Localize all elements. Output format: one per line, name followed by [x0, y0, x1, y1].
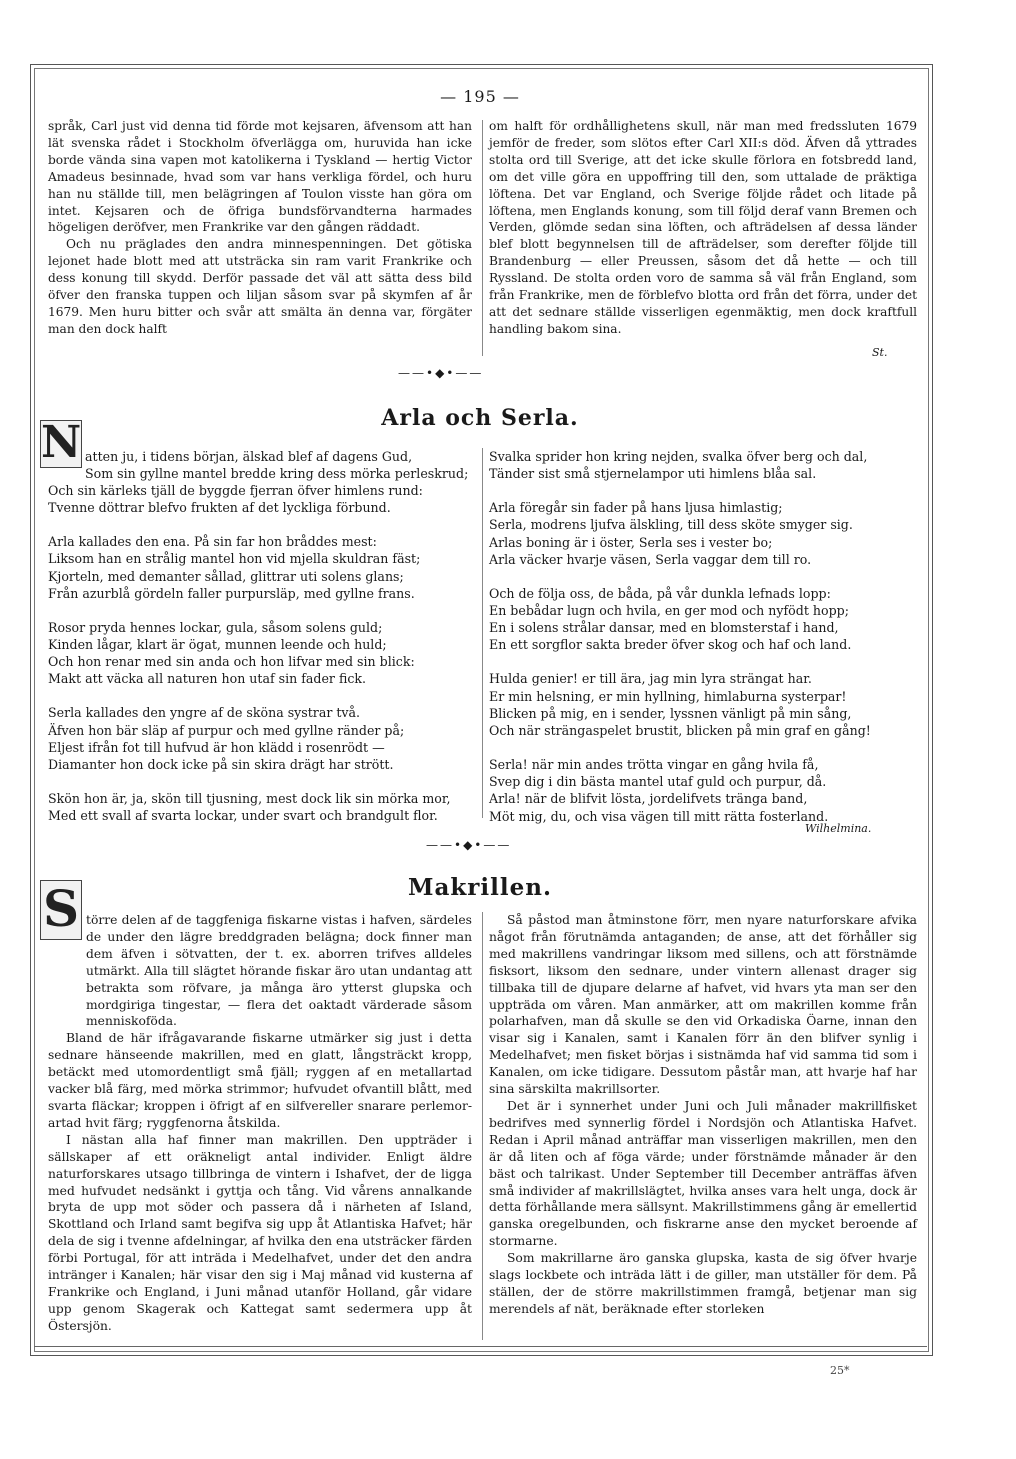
poem-line: Kinden lågar, klart är ögat, munnen leende och huld;: [48, 637, 387, 653]
article-paragraph: törre delen af de taggfeniga fiskarne vistas i hafven, särdeles de under den lägre breddgraden belägna; dock finner man dem äfven i sötvatten, der t. ex. aborren trifves alldeles utmärkt. Alla till slägtet hörande fiskar äro utan undantag att betrakta som röfvare, ja många äro ytterst glupska och mordgiriga tingestar, — flera det oaktadt värderade såsom menniskoföda.: [86, 913, 472, 1029]
poem-line: Arlas boning är i öster, Serla ses i vester bo;: [489, 534, 773, 550]
column-divider: [482, 448, 483, 818]
poem-stanza: [48, 790, 451, 824]
article-paragraph: Som makrillarne äro ganska glupska, kasta de sig öfver hvarje slags lockbete och inträda lätt i de giller, man utställer för dem. På ställen, der de större makrillstimmen framgå, betjenar man sig merendels af nät, beräknade efter storleken: [489, 1251, 917, 1316]
article-paragraph: Bland de här ifrågavarande fiskarne utmärker sig just i detta sednare hänseende makrillen, med en glatt, långsträckt kropp, betäckt med utomordentligt små fjäll; ryggen af en metallartad vacker blå färg, med mörka strimmor; hufvudet ofvantill blått, med svarta fläckar; kroppen i öfrigt af en silfvereller snarare perlemor-artad hvit färg; ryggfenorna åtskilda.: [48, 1031, 472, 1130]
column-divider: [482, 120, 483, 356]
signature-mark: 25*: [830, 1364, 850, 1377]
poem-line: Makt att väcka all naturen hon utaf sin fader fick.: [48, 671, 367, 687]
poem-line: Och hon renar med sin anda och hon lifvar med sin blick:: [48, 654, 415, 670]
top-article-left-column: [48, 118, 472, 338]
article-right-column: [489, 912, 917, 1318]
top-left-paragraph: språk, Carl just vid denna tid förde mot kejsaren, äfvensom att han lät svenska rådet i Stockholm öfverlägga om, huruvida han icke borde vända sina vapen mot katolikerna i Tyskland — hertig Victor Amadeus besinnade, hvad som var hans verkliga fördel, och huru han nu ställde till, men belägringen af Toulon visste han göra om intet. Kejsaren och de öfriga bundsförvandterna harmades högeligen deröfver, men Frankrike var den gången räddadt.: [48, 119, 472, 235]
poem-right-column: [489, 448, 871, 842]
poem-stanza: [48, 619, 451, 688]
article-paragraph: Så påstod man åtminstone förr, men nyare naturforskare afvika något från förutnämda antaganden; de anse, att det förhåller sig med makrillens vandringar liksom med sillens, och att förstnämde fisksort, liksom den sednare, under vintern allenast drager sig tillbaka till de djupare delarne af hafvet, vid hvars yta man ser den uppträda om våren. Man anmärker, att om makrillen komme från polarhafven, man då skulle se den vid Orkadiska Öarne, innan den visar sig i Kanalen, samt i Kanalen förr än den blifver synlig i Medelhafvet; men fisket börjas i sistnämda haf vid samma tid som i Kanalen, om icke tidigare. Dessutom påstår man, att hvarje haf har sina särskilta makrillsorter.: [489, 913, 917, 1097]
poem-line: Som sin gyllne mantel bredde kring dess mörka perleskrud;: [85, 466, 469, 482]
poem-line: Serla kallades den yngre af de sköna systrar två.: [48, 705, 361, 721]
top-left-paragraph: Och nu präglades den andra minnespenningen. Det götiska lejonet hade blott med att utsträcka sin ram varit Frankrike och dess konung till skydd. Derför passade det väl att sätta dess bild öfver den franska tuppen och liljan såsom svar på skymfen af år 1679. Men huru bitter och svår att smälta än denna var, förgäter man den dock halft: [48, 237, 472, 336]
poem-line: Svalka sprider hon kring nejden, svalka öfver berg och dal,: [489, 449, 868, 464]
article-paragraph: Det är i synnerhet under Juni och Juli månader makrillfisket bedrifves med synnerlig fördel i Nordsjön och Atlantiska Hafvet. Redan i April månad anträffar man visserligen makrillen, men den är då liten och af föga värde; under förstnämde månader är den bäst och talrikast. Under September till December anträffas äfven små individer af makrillslägtet, hvilka anses vara helt unga, dock är detta förhållande mera sällsynt. Makrillstimmens gång är emellertid ganska oregelbunden, och fiskrarne anse den mycket beroende af stormarne.: [489, 1098, 918, 1249]
poem-stanza: [48, 704, 451, 773]
poem-line: Arla föregår sin fader på hans ljusa himlastig;: [489, 500, 783, 516]
page-number: — 195 —: [440, 87, 520, 106]
poem-line: Liksom han en strålig mantel hon vid mjella skuldran fäst;: [48, 551, 421, 567]
poem-line: Diamanter hon dock icke på sin skira drägt har strött.: [48, 757, 394, 773]
poem-line: Blicken på mig, en i sender, lyssnen vänligt på min sång,: [489, 705, 852, 721]
poem-line: Serla, modrens ljufva älskling, till dess sköte smyger sig.: [489, 517, 853, 533]
poem-line: En bebådar lugn och hvila, en ger mod och nyfödt hopp;: [489, 603, 849, 619]
section-ornament: ——•◆•——: [426, 838, 512, 852]
poem-stanza: [489, 499, 871, 568]
poem-stanza: [48, 482, 451, 516]
poem-stanza: [489, 670, 871, 739]
poem-line: Från azurblå gördeln faller purpursläp, med gyllne frans.: [48, 585, 415, 601]
poem-stanza: [489, 448, 871, 482]
poem-line: En ett sorgflor sakta breder öfver skog och haf och land.: [489, 637, 852, 653]
poem-stanza: [489, 756, 871, 825]
poem-line: Svep dig i din bästa mantel utaf guld och purpur, då.: [489, 774, 827, 790]
top-article-signature: St.: [872, 346, 888, 359]
poem-stanza: [48, 533, 451, 602]
poem-line: Med ett svall af svarta lockar, under svart och brandgult flor.: [48, 808, 438, 824]
poem-line: Serla! när min andes trötta vingar en gång hvila få,: [489, 757, 819, 773]
poem-left-column: [48, 482, 451, 841]
poem-line: Tvenne döttrar blefvo frukten af det lyckliga förbund.: [48, 500, 391, 516]
poem-line: Tänder sist små stjernelampor uti himlens blåa sal.: [489, 466, 817, 482]
poem-line: Er min helsning, er min hyllning, himlaburna systerpar!: [489, 688, 847, 704]
article-left-column: [48, 912, 472, 1335]
article-paragraph: I nästan alla haf finner man makrillen. Den uppträder i sällskaper af ett oräkneligt antal individer. Enligt äldre naturforskares utsago tillbringa de vintern i Ishafvet, der de ligga med hufvudet nedsänkt i gyttja och tång. Vid vårens annalkande bryta de upp mot söder och passera då i närheten af Island, Skottland och Irland samt begifva sig upp åt Atlantiska Hafvet; här dela de sig i tvenne afdelningar, af hvilka den ena utsträcker färden förbi Portugal, för att inträda i Medelhafvet, under det den andra intränger i Kanalen; här visar den sig i Maj månad vid kusterna af Frankrike och England, i Juni månad utanför Holland, går vidare upp genom Skagerak och Kattegat samt sedermera upp åt Östersjön.: [48, 1132, 472, 1333]
poem-line: Hulda genier! er till ära, jag min lyra strängat har.: [489, 671, 812, 687]
poem-title: Arla och Serla.: [381, 405, 579, 431]
poem-line: Och de följa oss, de båda, på vår dunkla lefnads lopp:: [489, 585, 831, 601]
poem-line: Äfven hon bär släp af purpur och med gyllne ränder på;: [48, 722, 405, 738]
poem-line: Arla väcker hvarje väsen, Serla vaggar dem till ro.: [489, 551, 812, 567]
poem-signature: Wilhelmina.: [805, 822, 872, 835]
poem-dropcap: N: [41, 417, 82, 468]
poem-line: Och sin kärleks tjäll de byggde fjerran öfver himlens rund:: [48, 483, 423, 498]
section-ornament: ——•◆•——: [398, 366, 484, 380]
article-dropcap: S: [40, 880, 82, 940]
poem-line: Skön hon är, ja, skön till tjusning, mest dock lik sin mörka mor,: [48, 791, 451, 807]
poem-line: Arla kallades den ena. På sin far hon bråddes mest:: [48, 534, 377, 550]
article-title: Makrillen.: [408, 874, 552, 901]
poem-line: Möt mig, du, och visa vägen till mitt rätta fosterland.: [489, 808, 829, 824]
poem-left-first-lines: [85, 448, 468, 482]
poem-line: En i solens strålar dansar, med en blomsterstaf i hand,: [489, 620, 839, 636]
poem-line: Arla! när de blifvit lösta, jordelifvets tränga band,: [489, 791, 808, 807]
top-right-paragraph: om halft för ordhållighetens skull, när man med fredssluten 1679 jemför de freder, som slötos efter Carl XII:s död. Äfven då yttrades stolta ord till Sverige, att det icke skulle förlora en fotsbredd land, om det ville göra en uppoffring till den, som uttalade de präktiga löftena. Det var England, och Sverige följde rådet och litade på löftena, men Englands konung, som till följd deraf vann Bremen och Verden, glömde sedan sina löften, och afträdelsen af dessa länder blef blott begynnelsen till de afträdelser, som derefter följde till Brandenburg — eller Preussen, såsom det då hette — och till Ryssland. De stolta orden voro de samma så väl från England, som från Frankrike, men de förblefvo blotta ord från det förra, under det att det sednare ställde visserligen egenmäktig, men dock kraftfull handling bakom sina.: [489, 119, 917, 336]
poem-line: Eljest ifrån fot till hufvud är hon klädd i rosenrödt —: [48, 739, 385, 755]
top-article-right-column: [489, 118, 917, 338]
column-divider: [482, 912, 483, 1340]
poem-line: Kjorteln, med demanter sållad, glittrar uti solens glans;: [48, 568, 404, 584]
poem-line: atten ju, i tidens början, älskad blef af dagens Gud,: [85, 449, 413, 464]
poem-line: Och när strängaspelet brustit, blicken på min graf en gång!: [489, 723, 871, 739]
poem-line: Rosor pryda hennes lockar, gula, såsom solens guld;: [48, 619, 383, 635]
bottom-rule: [34, 1346, 927, 1347]
poem-stanza: [489, 585, 871, 654]
